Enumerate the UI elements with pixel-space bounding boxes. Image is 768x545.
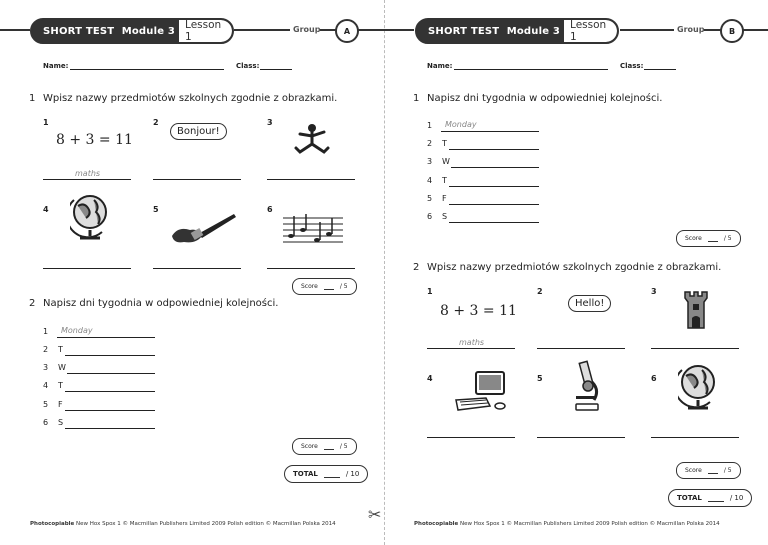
group-badge: B: [720, 19, 744, 43]
question-text: Napisz dni tygodnia w odpowiedniej kolejności.: [427, 93, 663, 104]
score-label: Score: [301, 443, 318, 450]
question-number: 2: [29, 298, 36, 309]
line-number: 6: [43, 418, 49, 427]
speech-bubble-icon: Bonjour!: [170, 123, 227, 140]
globe-icon: [678, 362, 718, 412]
group-label: Group: [293, 25, 321, 34]
class-label: Class:: [236, 62, 260, 70]
answer-line[interactable]: [43, 268, 131, 269]
answer-maths: maths: [75, 169, 101, 178]
paintbrush-icon: [168, 208, 240, 248]
answer-line[interactable]: [451, 167, 539, 168]
line-number: 5: [427, 194, 433, 203]
line-number: 4: [427, 176, 433, 185]
score-blank[interactable]: [708, 467, 718, 474]
answer-line[interactable]: [651, 348, 739, 349]
day-prefix: T: [58, 345, 63, 354]
test-group-b: [384, 0, 768, 545]
total-max: / 10: [345, 470, 360, 478]
answer-line[interactable]: [449, 204, 539, 205]
score-box: [676, 230, 741, 247]
question-text: Wpisz nazwy przedmiotów szkolnych zgodnie z obrazkami.: [43, 93, 338, 104]
footer-photocopiable: Photocopiable: [30, 521, 75, 527]
line-number: 1: [43, 327, 49, 336]
day-prefix: S: [58, 418, 64, 427]
score-max: / 5: [723, 467, 732, 474]
castle-tower-icon: [681, 290, 711, 330]
answer-line[interactable]: [449, 222, 539, 223]
name-label: Name:: [43, 62, 69, 70]
name-label: Name:: [427, 62, 453, 70]
line-number: 6: [427, 212, 433, 221]
score-box: [292, 278, 357, 295]
question-number: 1: [413, 93, 420, 104]
day-prefix: T: [58, 381, 63, 390]
line-number: 3: [43, 363, 49, 372]
scissors-icon: ✂: [368, 505, 382, 524]
total-max: / 10: [729, 494, 744, 502]
header-lesson: Lesson 1: [179, 20, 232, 42]
score-label: Score: [301, 283, 318, 290]
equation: 8 + 3 = 11: [440, 303, 517, 319]
line-number: 2: [427, 139, 433, 148]
score-label: Score: [685, 235, 702, 242]
item-number: 6: [267, 205, 273, 214]
question-number: 2: [413, 262, 420, 273]
day-prefix: W: [442, 157, 450, 166]
group-badge: A: [335, 19, 359, 43]
class-field[interactable]: [644, 69, 676, 70]
answer-line[interactable]: [427, 348, 515, 349]
item-number: 5: [153, 205, 159, 214]
answer-line[interactable]: [449, 149, 539, 150]
answer-line[interactable]: [57, 337, 155, 338]
answer-line[interactable]: [267, 179, 355, 180]
answer-line[interactable]: [153, 268, 241, 269]
line-number: 3: [427, 157, 433, 166]
score-max: / 5: [339, 443, 348, 450]
question-text: Wpisz nazwy przedmiotów szkolnych zgodnie z obrazkami.: [427, 262, 722, 273]
line-number: 4: [43, 381, 49, 390]
name-field[interactable]: [70, 69, 224, 70]
microscope-icon: [572, 360, 602, 412]
item-number: 5: [537, 374, 543, 383]
answer-line[interactable]: [43, 179, 131, 180]
total-box: [284, 465, 368, 483]
item-number: 2: [153, 118, 159, 127]
score-blank[interactable]: [324, 283, 334, 290]
line-number: 1: [427, 121, 433, 130]
footer: [30, 521, 336, 527]
footer: [414, 521, 720, 527]
day-prefix: S: [442, 212, 448, 221]
item-number: 3: [651, 287, 657, 296]
score-blank[interactable]: [708, 235, 718, 242]
line-number: 5: [43, 400, 49, 409]
header-title: SHORT TEST: [428, 25, 500, 37]
score-blank[interactable]: [324, 443, 334, 450]
answer-line[interactable]: [537, 348, 625, 349]
header-rule: [0, 29, 30, 31]
class-field[interactable]: [260, 69, 292, 70]
footer-photocopiable: Photocopiable: [414, 521, 459, 527]
item-number: 4: [43, 205, 49, 214]
day-prefix: F: [58, 400, 63, 409]
answer-line[interactable]: [537, 437, 625, 438]
answer-line[interactable]: [651, 437, 739, 438]
day-prefix: T: [442, 139, 447, 148]
item-number: 3: [267, 118, 273, 127]
answer-line[interactable]: [65, 410, 155, 411]
score-label: Score: [685, 467, 702, 474]
answer-line[interactable]: [67, 373, 155, 374]
group-label: Group: [677, 25, 705, 34]
question-text: Napisz dni tygodnia w odpowiedniej kolejności.: [43, 298, 279, 309]
answer-line[interactable]: [65, 355, 155, 356]
footer-copyright: New Hox Spox 1 © Macmillan Publishers Limited 2009 Polish edition © Macmillan Polska 2014: [460, 521, 720, 527]
item-number: 6: [651, 374, 657, 383]
answer-line[interactable]: [441, 131, 539, 132]
answer-line[interactable]: [65, 428, 155, 429]
answer-line[interactable]: [267, 268, 355, 269]
total-blank[interactable]: [708, 494, 724, 502]
speech-bubble-icon: Hello!: [568, 295, 611, 312]
item-number: 2: [537, 287, 543, 296]
answer-monday: Monday: [445, 120, 477, 129]
score-max: / 5: [723, 235, 732, 242]
score-max: / 5: [339, 283, 348, 290]
class-label: Class:: [620, 62, 644, 70]
answer-line[interactable]: [427, 437, 515, 438]
computer-icon: [452, 370, 508, 414]
header-module: Module 3: [506, 25, 561, 37]
test-header: [30, 18, 234, 44]
footer-copyright: New Hox Spox 1 © Macmillan Publishers Limited 2009 Polish edition © Macmillan Polska 2014: [76, 521, 336, 527]
item-number: 1: [43, 118, 49, 127]
header-title: SHORT TEST: [43, 25, 115, 37]
header-rule: [234, 29, 290, 31]
globe-icon: [70, 192, 110, 242]
answer-maths: maths: [459, 338, 485, 347]
jumping-person-icon: [292, 122, 332, 158]
test-header: [415, 18, 619, 44]
music-notes-icon: [283, 212, 343, 246]
day-prefix: W: [58, 363, 66, 372]
question-number: 1: [29, 93, 36, 104]
score-box: [292, 438, 357, 455]
name-field[interactable]: [454, 69, 608, 70]
total-box: [668, 489, 752, 507]
header-lesson: Lesson 1: [564, 20, 617, 42]
total-blank[interactable]: [324, 470, 340, 478]
item-number: 1: [427, 287, 433, 296]
day-prefix: T: [442, 176, 447, 185]
day-prefix: F: [442, 194, 447, 203]
answer-line[interactable]: [153, 179, 241, 180]
header-rule: [384, 29, 414, 31]
header-module: Module 3: [121, 25, 176, 37]
total-label: TOTAL: [293, 470, 318, 478]
answer-monday: Monday: [61, 326, 93, 335]
item-number: 4: [427, 374, 433, 383]
total-label: TOTAL: [677, 494, 702, 502]
answer-line[interactable]: [65, 391, 155, 392]
answer-line[interactable]: [449, 186, 539, 187]
equation: 8 + 3 = 11: [56, 132, 133, 148]
line-number: 2: [43, 345, 49, 354]
score-box: [676, 462, 741, 479]
header-rule: [620, 29, 674, 31]
